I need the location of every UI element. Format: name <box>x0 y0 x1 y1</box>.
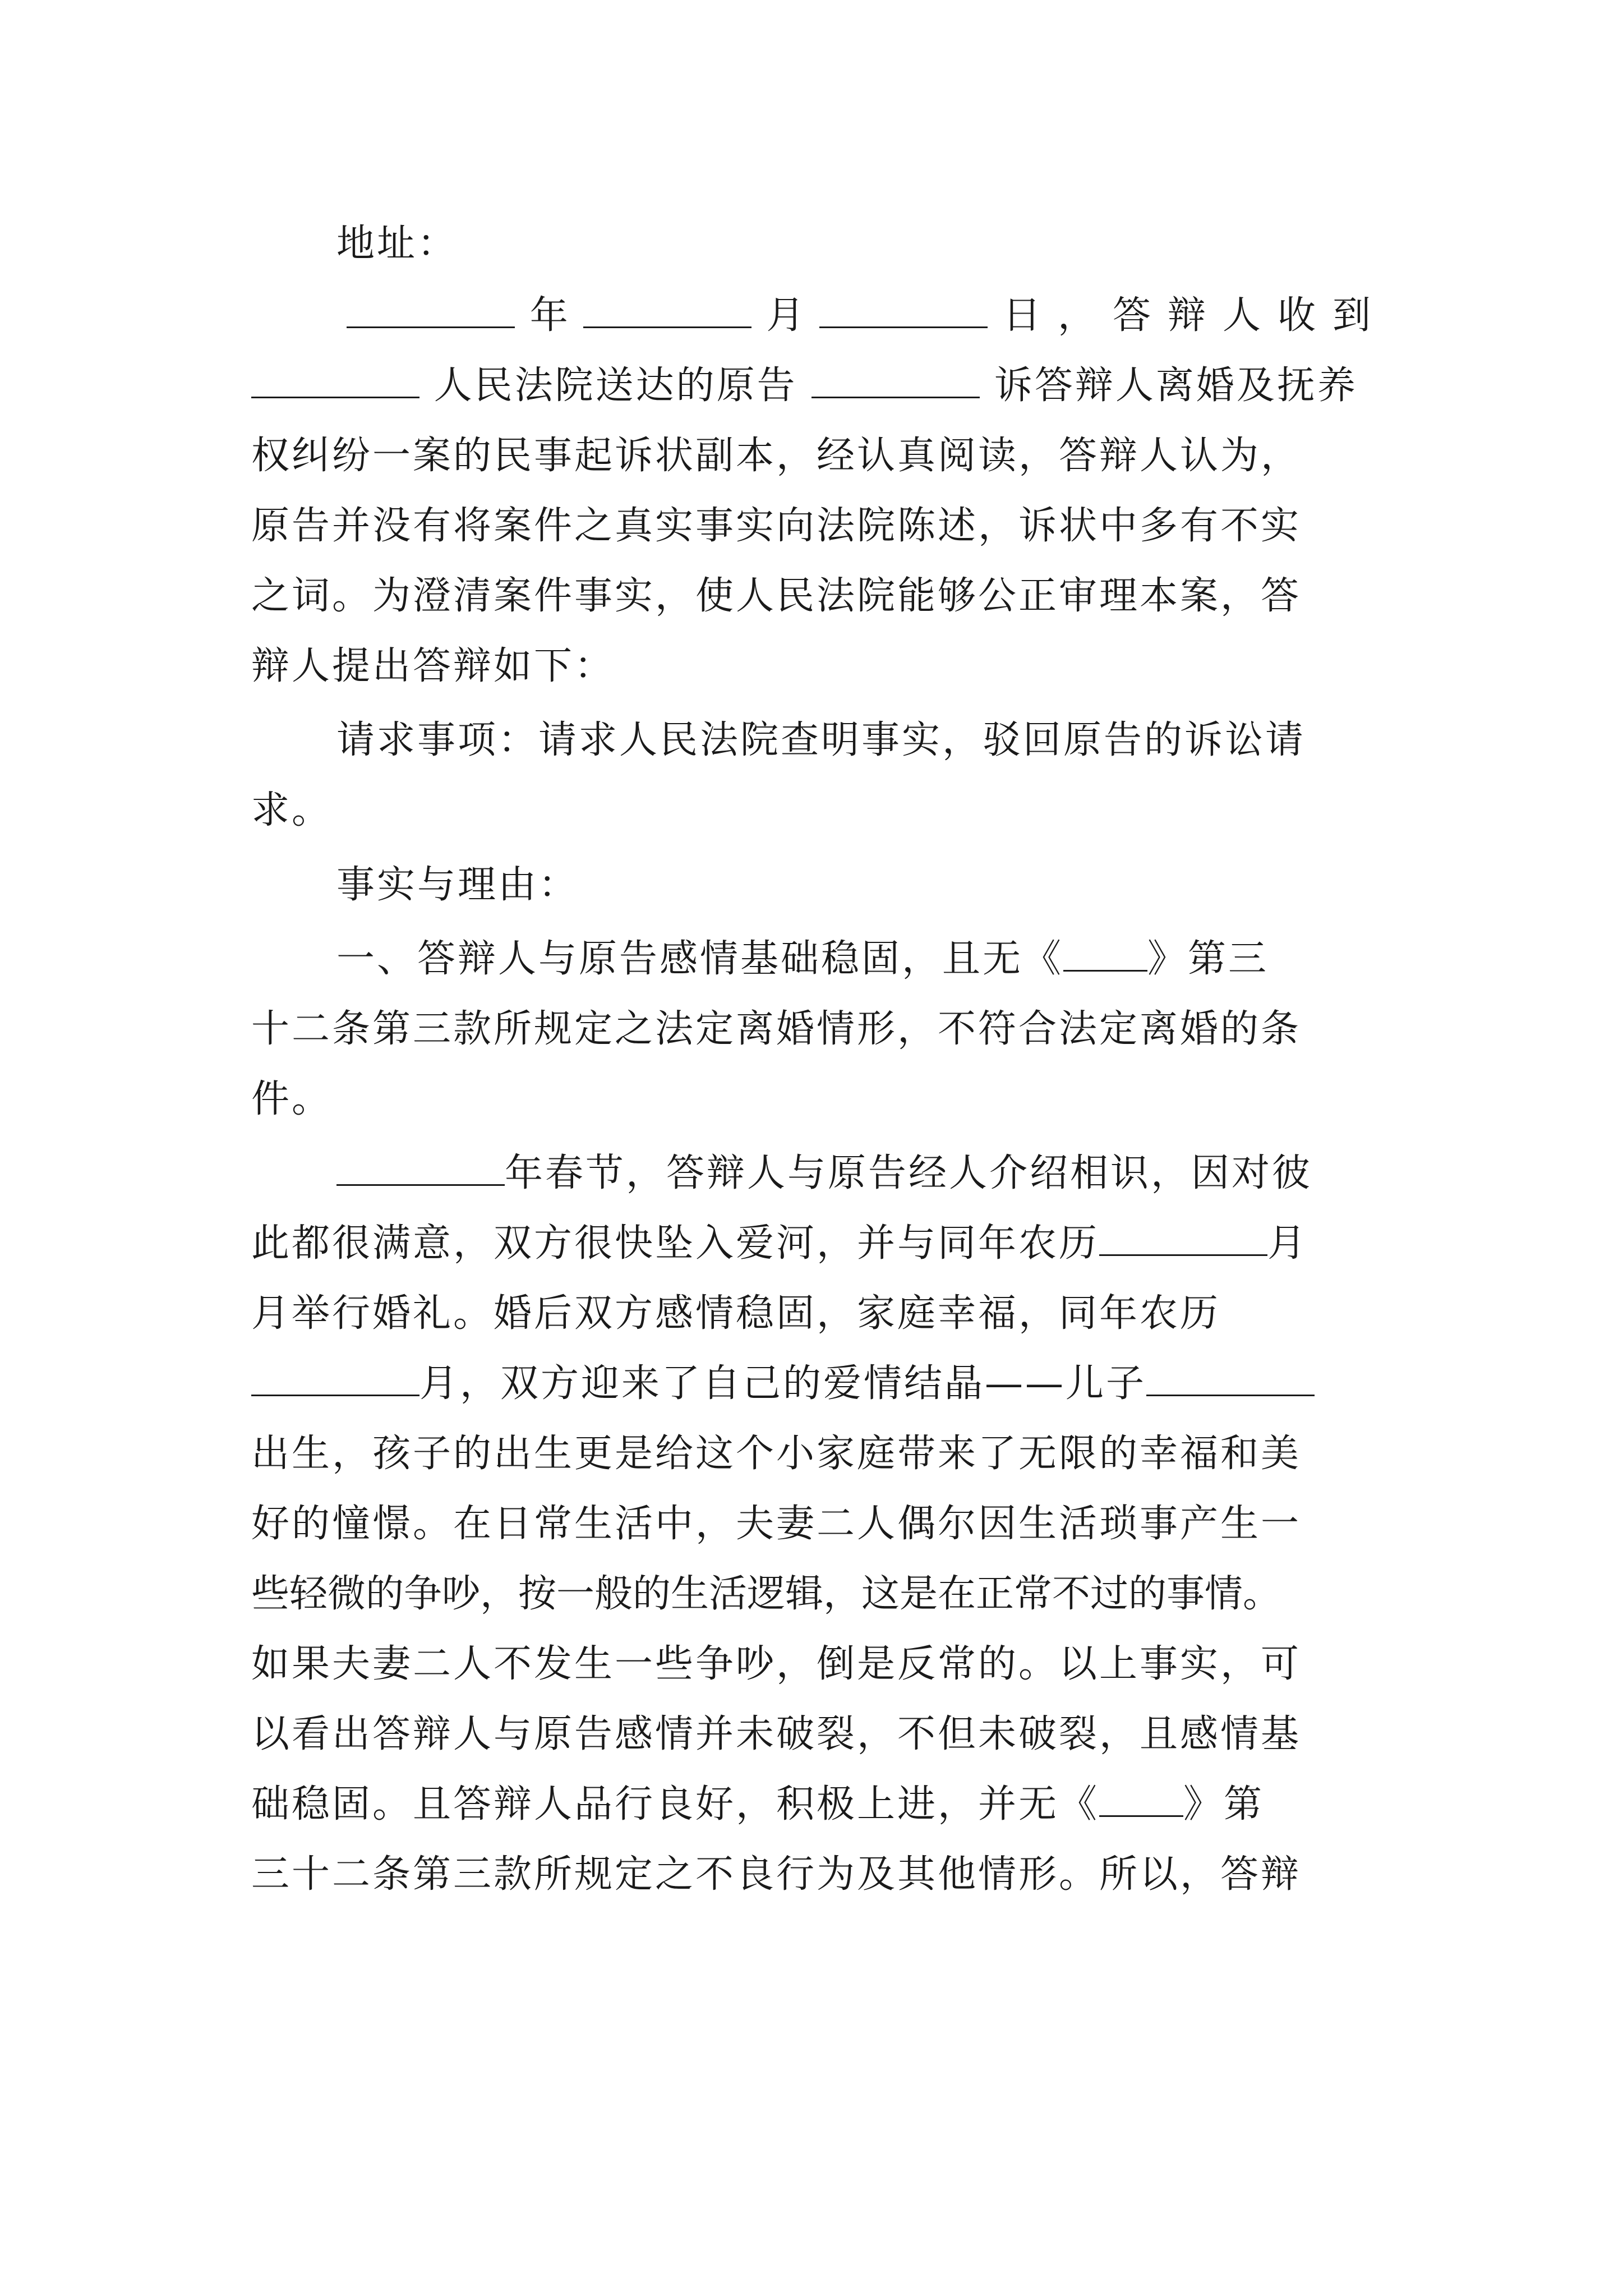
section-one-line <box>336 928 1458 990</box>
meeting-text: 年春节，答辩人与原告经人介绍相识，因对彼 <box>505 1151 1313 1195</box>
paragraph-text: 月举行婚礼。婚后双方感情稳固，家庭幸福，同年农历 <box>251 1291 1221 1336</box>
paragraph-text: 月，双方迎来了自己的爱情结晶——儿子 <box>419 1361 1147 1406</box>
paragraph-text: 如果夫妻二人不发生一些争吵，倒是反常的。以上事实，可 <box>251 1642 1302 1686</box>
paragraph-text: 础稳固。且答辩人品行良好，积极上进，并无《 <box>251 1782 1100 1826</box>
lawsuit-text: 诉答辩人离婚及抚养 <box>994 364 1358 408</box>
paragraph-text: 权纠纷一案的民事起诉状副本，经认真阅读，答辩人认为， <box>251 434 1302 478</box>
paragraph-text: 三十二条第三款所规定之不良行为及其他情形。所以，答辩 <box>251 1852 1302 1897</box>
son-name-blank[interactable] <box>1146 1360 1315 1396</box>
month-blank[interactable] <box>583 292 751 328</box>
year-blank[interactable] <box>347 292 515 328</box>
paragraph-text: 原告并没有将案件之真实事实向法院陈述，诉状中多有不实 <box>251 504 1302 548</box>
paragraph-text: 件。 <box>251 1077 333 1121</box>
paragraph-text: 求。 <box>251 788 333 832</box>
paragraph-text: 好的憧憬。在日常生活中，夫妻二人偶尔因生活琐事产生一 <box>251 1502 1302 1546</box>
request-line <box>336 710 1458 771</box>
paragraph-text: 此都很满意，双方很快坠入爱河，并与同年农历 <box>251 1221 1100 1266</box>
court-text: 人民法院送达的原告 <box>434 364 797 408</box>
address-label-line <box>336 213 1458 275</box>
paragraph-line <box>251 1353 1373 1415</box>
paragraph-line <box>251 636 1373 697</box>
law-name-blank-2[interactable] <box>1099 1780 1183 1817</box>
facts-heading <box>336 854 1458 916</box>
paragraph-line <box>251 565 1373 627</box>
paragraph-line <box>251 1493 1373 1555</box>
paragraph-line <box>251 495 1373 557</box>
wedding-month-blank[interactable] <box>1099 1220 1267 1256</box>
facts-heading-text: 事实与理由： <box>336 863 579 907</box>
year-label: 年 <box>529 293 568 338</box>
paragraph-text: 之词。为澄清案件事实，使人民法院能够公正审理本案，答 <box>251 574 1302 618</box>
paragraph-text: 以看出答辩人与原告感情并未破裂，不但未破裂，且感情基 <box>251 1712 1302 1756</box>
section-one-text-end: 》第三 <box>1147 937 1269 981</box>
received-text: 日，答辩人收到 <box>1002 293 1387 338</box>
court-blank[interactable] <box>251 362 419 398</box>
request-text: 请求事项：请求人民法院查明事实，驳回原告的诉讼请 <box>336 718 1306 762</box>
section-one-text: 一、答辩人与原告感情基础稳固，且无《 <box>336 937 1064 981</box>
law-name-blank[interactable] <box>1063 935 1147 972</box>
date-line <box>347 285 1387 347</box>
month-label: 月 <box>766 293 805 338</box>
paragraph-line <box>251 1634 1373 1695</box>
paragraph-line <box>251 1069 1373 1130</box>
paragraph-text: 辩人提出答辩如下： <box>251 644 615 688</box>
paragraph-line <box>251 780 1373 841</box>
meeting-year-blank[interactable] <box>336 1149 505 1186</box>
plaintiff-blank[interactable] <box>811 362 980 398</box>
paragraph-line <box>251 1283 1373 1345</box>
paragraph-text: 十二条第三款所规定之法定离婚情形，不符合法定离婚的条 <box>251 1007 1302 1051</box>
paragraph-text-end: 》第 <box>1183 1782 1265 1826</box>
day-blank[interactable] <box>819 292 988 328</box>
birth-month-blank[interactable] <box>251 1360 419 1396</box>
paragraph-line <box>251 1423 1373 1485</box>
paragraph-line <box>251 999 1373 1060</box>
paragraph-line <box>251 1213 1373 1274</box>
court-line <box>251 355 1373 417</box>
paragraph-text: 些轻微的争吵，按一般的生活逻辑，这是在正常不过的事情。 <box>251 1572 1281 1616</box>
paragraph-line <box>251 1563 1373 1625</box>
paragraph-line <box>251 1844 1373 1906</box>
paragraph-line <box>251 425 1373 487</box>
meeting-line <box>336 1143 1458 1204</box>
address-label: 地址： <box>336 222 458 266</box>
paragraph-line <box>251 1704 1373 1765</box>
paragraph-text-end: 月 <box>1267 1221 1308 1266</box>
paragraph-text: 出生，孩子的出生更是给这个小家庭带来了无限的幸福和美 <box>251 1432 1302 1476</box>
paragraph-line <box>251 1774 1373 1835</box>
